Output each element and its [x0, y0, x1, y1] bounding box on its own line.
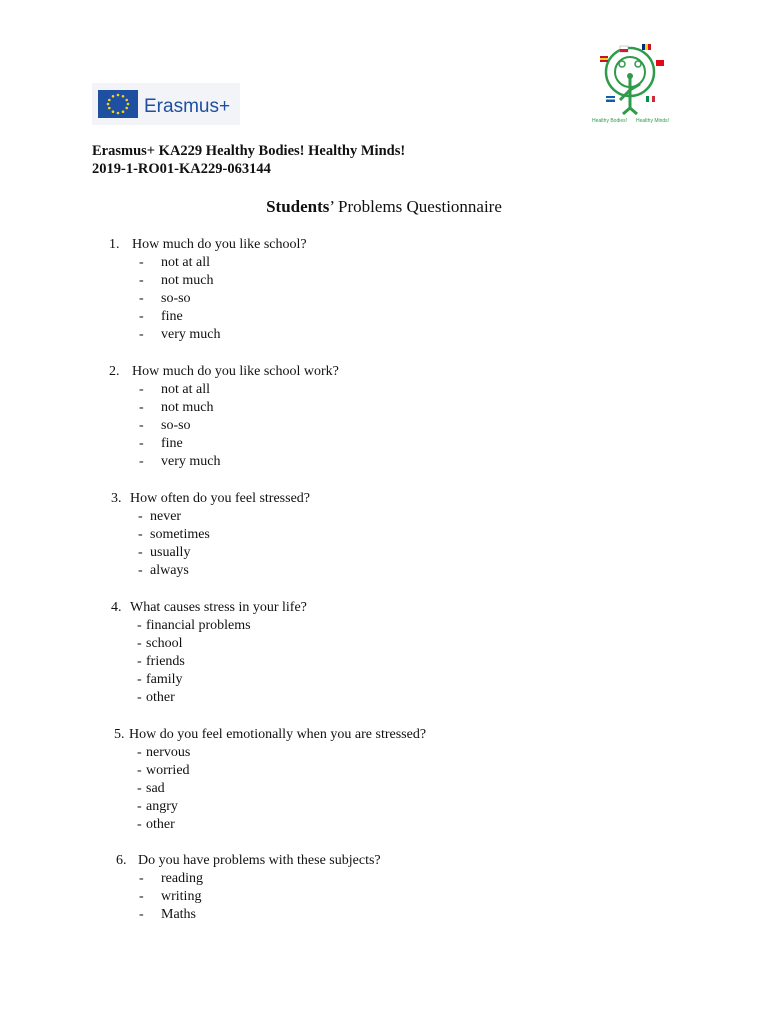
question-3: [111, 490, 311, 508]
option: - very much: [139, 327, 221, 342]
tree-caption-left: Healthy Bodies!: [592, 118, 628, 124]
tree-caption-right: Healthy Minds!: [636, 118, 670, 124]
question-text: What causes stress in your life?: [130, 600, 307, 615]
option: - writing: [139, 889, 202, 904]
question-1: [109, 236, 307, 254]
question-4: [111, 599, 307, 617]
option: - so-so: [139, 291, 191, 306]
option: - not at all: [139, 382, 210, 397]
erasmus-logo-text: Erasmus+: [144, 96, 231, 117]
option: - other: [137, 690, 175, 705]
question-text: How often do you feel stressed?: [130, 491, 311, 506]
question-number: 6.: [116, 853, 127, 868]
option: - sometimes: [138, 527, 210, 542]
option: - reading: [139, 871, 203, 886]
option: - fine: [139, 436, 183, 451]
option: - so-so: [139, 418, 191, 433]
question-6: [116, 852, 381, 870]
option: - nervous: [137, 745, 191, 760]
option: - fine: [139, 309, 183, 324]
option: - worried: [137, 763, 190, 778]
page-title: [0, 197, 768, 217]
question-number: 2.: [109, 364, 120, 379]
option: - other: [137, 817, 175, 832]
option: - usually: [138, 545, 191, 560]
question-number: 4.: [111, 600, 122, 615]
question-text: How much do you like school?: [132, 237, 307, 252]
option: - sad: [137, 781, 165, 796]
project-header-line2: 2019-1-RO01-KA229-063144: [92, 161, 271, 177]
title-rest: ’ Problems Questionnaire: [329, 197, 502, 216]
option: - not at all: [139, 255, 210, 270]
question-text: How much do you like school work?: [132, 364, 339, 379]
question-number: 3.: [111, 491, 122, 506]
option: - school: [137, 636, 183, 651]
option: - not much: [139, 400, 214, 415]
option: - never: [138, 509, 182, 524]
option: - financial problems: [137, 618, 251, 633]
question-text: How do you feel emotionally when you are stressed?: [129, 727, 427, 742]
question-number: 1.: [109, 237, 120, 252]
option: - family: [137, 672, 183, 687]
question-2: [109, 363, 339, 381]
option: - Maths: [139, 907, 196, 922]
question-5: [114, 726, 427, 744]
option: - not much: [139, 273, 214, 288]
project-header-line1: Erasmus+ KA229 Healthy Bodies! Healthy Minds!: [92, 143, 406, 159]
option: - very much: [139, 454, 221, 469]
question-number: 5.: [114, 727, 125, 742]
question-text: Do you have problems with these subjects?: [138, 853, 381, 868]
title-bold-part: Students: [266, 197, 330, 216]
erasmus-plus-logo: [92, 83, 240, 125]
option: - friends: [137, 654, 185, 669]
project-tree-logo: [590, 38, 670, 126]
option: - always: [138, 563, 189, 578]
option: - angry: [137, 799, 178, 814]
